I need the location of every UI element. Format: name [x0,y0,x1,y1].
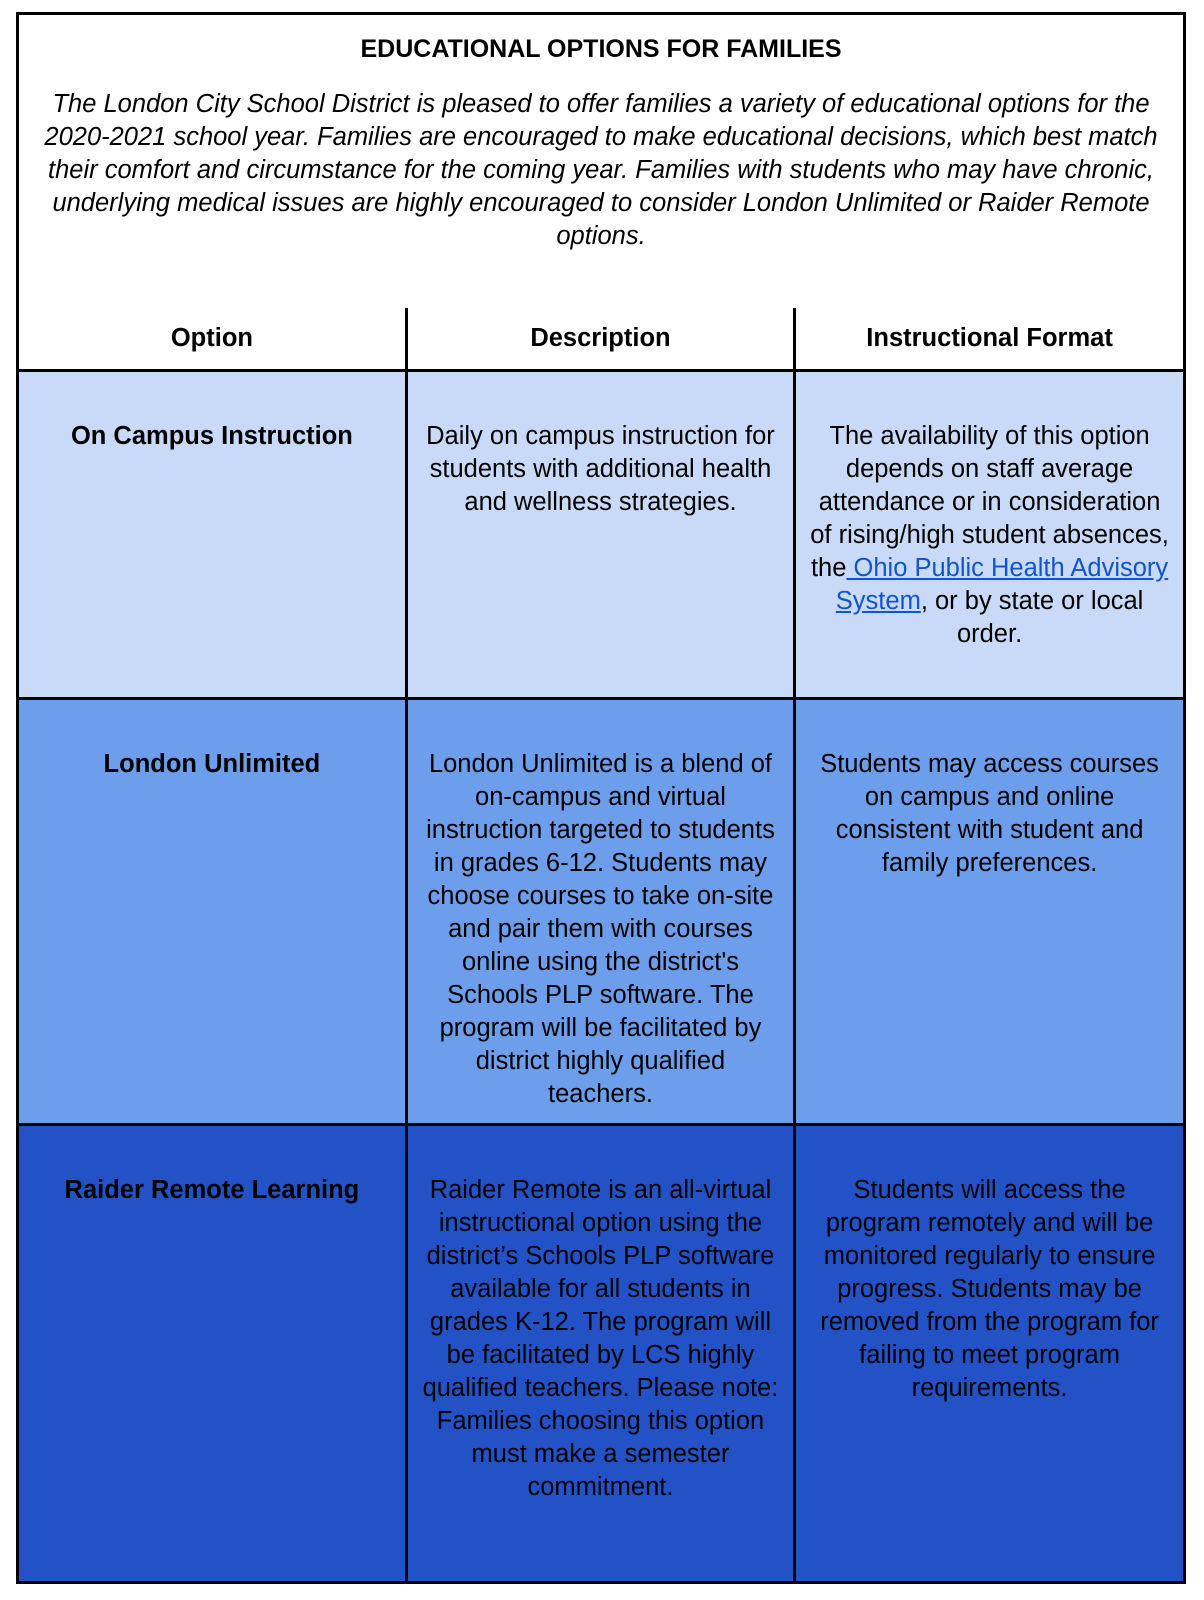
header-instructional-format: Instructional Format [795,308,1183,370]
document-title: EDUCATIONAL OPTIONS FOR FAMILIES [360,35,842,63]
option-description: Daily on campus instruction for students with additional health and wellness strategies. [406,370,794,698]
option-format [795,370,1183,698]
table-row [19,1124,1183,1581]
ohio-advisory-link[interactable]: Ohio Public Health Advisory System [835,553,1169,615]
format-text: The availability of this option depends on staff average attendance or in consideration of rising/high student absences, the [810,421,1169,582]
header-option: Option [19,308,406,370]
option-description: London Unlimited is a blend of on-campus and virtual instruction targeted to students in grades 6-12. Students may choose courses to take on-site and pair them with courses online using the district's Schools PLP software. The program will be facilitated by district highly qualified teachers. [406,698,794,1124]
option-name: London Unlimited [19,698,406,1124]
option-format: Students will access the program remotely and will be monitored regularly to ensure progress. Students may be removed from the program for failing to meet program requirements. [795,1124,1183,1581]
intro-paragraph: The London City School District is pleased to offer families a variety of educational options for the 2020-2021 school year. Families are encouraged to make educational decisions, which best match their comfort and circumstance for the coming year. Families with students who may have chronic, underlying medical issues are highly encouraged to consider London Unlimited or Raider Remote options. [44,90,1158,250]
option-description: Raider Remote is an all-virtual instructional option using the district’s Schools PLP software available for all students in grades K-12. The program will be facilitated by LCS highly qualified teachers. Please note: Families choosing this option must make a semester commitment. [406,1124,794,1581]
document-header [19,15,1183,311]
table-row [19,698,1183,1124]
options-table [19,308,1183,1581]
option-format: Students may access courses on campus and online consistent with student and family preferences. [795,698,1183,1124]
header-description: Description [406,308,794,370]
table-header-row [19,308,1183,370]
options-document [16,12,1186,1584]
option-name: Raider Remote Learning [19,1124,406,1581]
option-name: On Campus Instruction [19,370,406,698]
format-text-end: , or by state or local order. [920,586,1144,648]
table-row [19,370,1183,698]
